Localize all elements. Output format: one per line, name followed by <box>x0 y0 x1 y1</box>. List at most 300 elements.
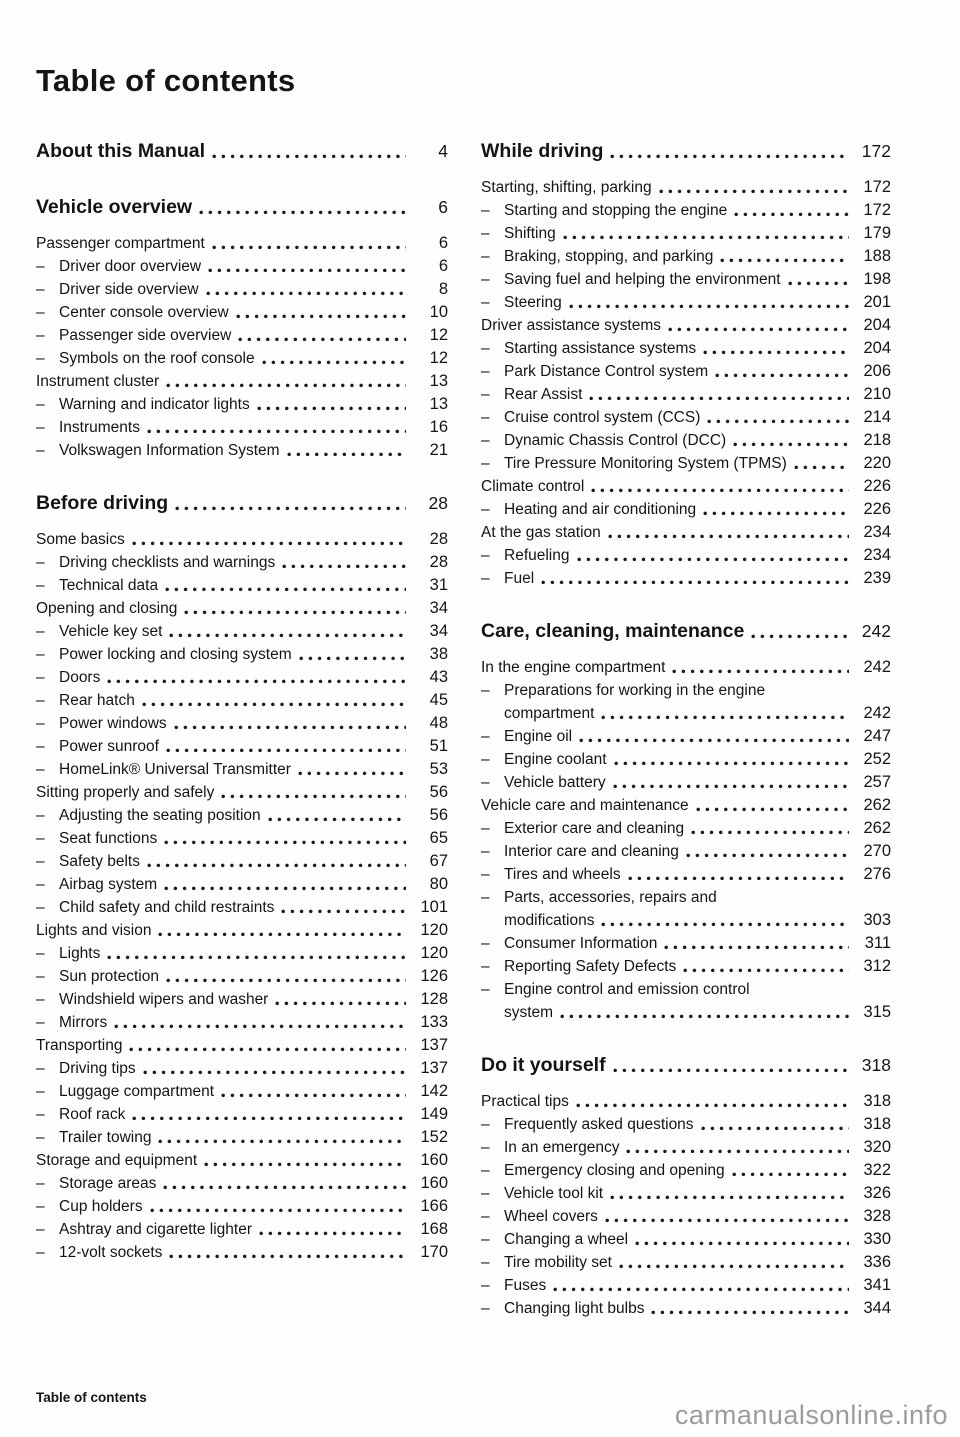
dash-bullet: – <box>36 830 45 847</box>
chapter-page-number: 4 <box>438 141 448 161</box>
entry-label: Shifting <box>504 225 556 242</box>
dot-leader <box>129 1047 406 1052</box>
toc-entry <box>36 1126 448 1149</box>
dash-bullet: – <box>36 1244 45 1261</box>
toc-column-right <box>481 136 891 1320</box>
dot-leader <box>553 1287 849 1292</box>
toc-column-left <box>36 136 448 1320</box>
dot-leader <box>579 738 849 743</box>
dash-bullet: – <box>36 715 45 732</box>
toc-entry <box>36 1218 448 1241</box>
toc-group <box>481 136 891 590</box>
toc-entry <box>481 337 891 360</box>
watermark: carmanualsonline.info <box>674 1400 948 1430</box>
toc-entry <box>481 475 891 498</box>
page-number: 257 <box>863 773 891 791</box>
toc-entry <box>481 1274 891 1297</box>
dot-leader <box>591 488 849 493</box>
page-number: 34 <box>429 622 448 640</box>
dash-bullet: – <box>36 1221 45 1238</box>
entry-label: Park Distance Control system <box>504 363 709 380</box>
dash-bullet: – <box>481 981 490 998</box>
toc-entry <box>36 643 448 666</box>
page-number: 318 <box>863 1115 891 1133</box>
dot-leader <box>281 909 406 914</box>
dash-bullet: – <box>481 1185 490 1202</box>
entry-label: Exterior care and cleaning <box>504 820 685 837</box>
toc-entry <box>481 544 891 567</box>
page-number: 242 <box>863 704 891 722</box>
dash-bullet: – <box>481 820 490 837</box>
dash-bullet: – <box>36 945 45 962</box>
dot-leader <box>184 610 406 615</box>
toc-entry <box>36 278 448 301</box>
toc-entry <box>481 702 891 725</box>
page-number: 149 <box>420 1105 448 1123</box>
dash-bullet: – <box>36 304 45 321</box>
toc-entry <box>481 1205 891 1228</box>
dot-leader <box>610 1195 849 1200</box>
entry-label: Driver door overview <box>59 258 202 275</box>
dash-bullet: – <box>36 554 45 571</box>
toc-entry <box>36 873 448 896</box>
dash-bullet: – <box>36 991 45 1008</box>
page-number: 65 <box>429 829 448 847</box>
dot-leader <box>212 154 406 159</box>
toc-entry <box>36 965 448 988</box>
toc-entry <box>36 1103 448 1126</box>
dash-bullet: – <box>481 363 490 380</box>
page-number: 80 <box>429 875 448 893</box>
page-number: 252 <box>863 750 891 768</box>
dot-leader <box>275 1001 406 1006</box>
page-number: 239 <box>863 569 891 587</box>
toc-entry <box>481 794 891 817</box>
page-number: 172 <box>863 178 891 196</box>
dot-leader <box>114 1024 406 1029</box>
dot-leader <box>282 564 406 569</box>
dash-bullet: – <box>36 853 45 870</box>
chapter-label: About this Manual <box>36 140 205 162</box>
entry-label: Some basics <box>36 531 125 548</box>
entry-label: Warning and indicator lights <box>59 396 250 413</box>
entry-label: Tire mobility set <box>504 1254 612 1271</box>
toc-entry <box>36 666 448 689</box>
page-number: 318 <box>863 1092 891 1110</box>
dash-bullet: – <box>36 1014 45 1031</box>
dot-leader <box>664 945 849 950</box>
dot-leader <box>794 465 849 470</box>
toc-entry <box>36 439 448 462</box>
entry-label: In an emergency <box>504 1139 620 1156</box>
toc-entry <box>481 656 891 679</box>
toc-entry <box>36 528 448 551</box>
dot-leader <box>257 406 406 411</box>
page-number: 276 <box>863 865 891 883</box>
page-number: 56 <box>429 783 448 801</box>
toc-entry <box>36 574 448 597</box>
dash-bullet: – <box>481 728 490 745</box>
entry-label: Opening and closing <box>36 600 178 617</box>
dot-leader <box>221 794 406 799</box>
page-title: Table of contents <box>36 63 296 98</box>
entry-label: modifications <box>504 912 595 929</box>
chapter-label: While driving <box>481 140 604 162</box>
toc-entry <box>36 1080 448 1103</box>
entry-label: Volkswagen Information System <box>59 442 280 459</box>
dash-bullet: – <box>481 1231 490 1248</box>
dash-bullet: – <box>481 1162 490 1179</box>
toc-entry <box>481 314 891 337</box>
chapter-label: Vehicle overview <box>36 196 193 218</box>
toc-entry <box>36 758 448 781</box>
toc-entry <box>481 383 891 406</box>
entry-label: Rear Assist <box>504 386 583 403</box>
page-number: 206 <box>863 362 891 380</box>
dash-bullet: – <box>481 248 490 265</box>
dot-leader <box>175 506 406 511</box>
page-number: 28 <box>429 530 448 548</box>
page-number: 303 <box>863 911 891 929</box>
entry-label: Heating and air conditioning <box>504 501 697 518</box>
dot-leader <box>651 1310 849 1315</box>
entry-label: In the engine compartment <box>481 659 666 676</box>
page-number: 220 <box>863 454 891 472</box>
page-number: 48 <box>429 714 448 732</box>
entry-label: Braking, stopping, and parking <box>504 248 714 265</box>
page-number: 10 <box>429 303 448 321</box>
dash-bullet: – <box>36 350 45 367</box>
entry-label: Steering <box>504 294 562 311</box>
entry-label: Starting assistance systems <box>504 340 697 357</box>
entry-label: system <box>504 1004 554 1021</box>
entry-label: Seat functions <box>59 830 158 847</box>
dash-bullet: – <box>481 1254 490 1271</box>
dot-leader <box>169 633 406 638</box>
entry-label: Climate control <box>481 478 585 495</box>
page-number: 137 <box>420 1059 448 1077</box>
dot-leader <box>132 1116 406 1121</box>
dash-bullet: – <box>36 1106 45 1123</box>
toc-entry <box>36 255 448 278</box>
dot-leader <box>287 452 406 457</box>
dash-bullet: – <box>481 682 490 699</box>
dot-leader <box>212 245 406 250</box>
toc-entry <box>36 1011 448 1034</box>
page-number: 12 <box>429 326 448 344</box>
dot-leader <box>703 511 849 516</box>
entry-label: Tires and wheels <box>504 866 621 883</box>
dot-leader <box>541 580 849 585</box>
dash-bullet: – <box>36 623 45 640</box>
toc-entry <box>36 827 448 850</box>
dash-bullet: – <box>36 738 45 755</box>
chapter-entry <box>36 192 448 222</box>
dash-bullet: – <box>481 1116 490 1133</box>
entry-label: Storage areas <box>59 1175 157 1192</box>
dot-leader <box>659 189 849 194</box>
dash-bullet: – <box>36 1060 45 1077</box>
toc-entry <box>36 597 448 620</box>
dash-bullet: – <box>481 409 490 426</box>
page-number: 6 <box>438 234 448 252</box>
dot-leader <box>732 1172 849 1177</box>
entry-label: compartment <box>504 705 595 722</box>
dot-leader <box>208 268 406 273</box>
entry-label: Power windows <box>59 715 167 732</box>
entry-label: Engine coolant <box>504 751 607 768</box>
dash-bullet: – <box>36 442 45 459</box>
page-number: 12 <box>429 349 448 367</box>
dash-bullet: – <box>36 1175 45 1192</box>
entry-label: Transporting <box>36 1037 123 1054</box>
toc-entry <box>481 521 891 544</box>
dot-leader <box>107 955 406 960</box>
entry-label: Trailer towing <box>59 1129 152 1146</box>
dot-leader <box>628 876 849 881</box>
toc-entry <box>36 1172 448 1195</box>
page-number: 56 <box>429 806 448 824</box>
entry-label: Fuel <box>504 570 535 587</box>
page-number: 137 <box>420 1036 448 1054</box>
entry-label: Engine control and emission control <box>504 981 750 998</box>
dot-leader <box>635 1241 849 1246</box>
page-number: 218 <box>863 431 891 449</box>
dot-leader <box>206 291 406 296</box>
entry-label: Power locking and closing system <box>59 646 292 663</box>
toc-entry <box>481 725 891 748</box>
entry-label: Driving checklists and warnings <box>59 554 276 571</box>
toc-entry <box>481 679 891 702</box>
entry-label: Vehicle battery <box>504 774 606 791</box>
page-number: 51 <box>429 737 448 755</box>
dash-bullet: – <box>36 327 45 344</box>
dot-leader <box>613 1068 849 1073</box>
page-number: 320 <box>863 1138 891 1156</box>
dot-leader <box>601 922 849 927</box>
toc-entry <box>481 222 891 245</box>
page-number: 198 <box>863 270 891 288</box>
page-number: 336 <box>863 1253 891 1271</box>
dot-leader <box>626 1149 849 1154</box>
dash-bullet: – <box>36 281 45 298</box>
toc-entry <box>481 978 891 1001</box>
dash-bullet: – <box>36 577 45 594</box>
chapter-label: Do it yourself <box>481 1054 606 1076</box>
toc-group <box>36 136 448 166</box>
dash-bullet: – <box>481 751 490 768</box>
dot-leader <box>589 396 849 401</box>
toc-entry <box>36 781 448 804</box>
page-number: 31 <box>429 576 448 594</box>
dash-bullet: – <box>481 202 490 219</box>
toc-entry <box>36 551 448 574</box>
dash-bullet: – <box>481 570 490 587</box>
entry-label: Rear hatch <box>59 692 135 709</box>
toc-entry <box>36 1034 448 1057</box>
toc-entry <box>481 176 891 199</box>
toc-entry <box>36 735 448 758</box>
toc-entry <box>36 850 448 873</box>
dash-bullet: – <box>481 1139 490 1156</box>
dash-bullet: – <box>36 419 45 436</box>
entry-label: Changing light bulbs <box>504 1300 645 1317</box>
dot-leader <box>268 817 406 822</box>
page-number: 262 <box>863 819 891 837</box>
dash-bullet: – <box>481 225 490 242</box>
dot-leader <box>164 886 406 891</box>
toc-group <box>481 616 891 1024</box>
entry-label: Mirrors <box>59 1014 108 1031</box>
dash-bullet: – <box>36 692 45 709</box>
page-number: 43 <box>429 668 448 686</box>
page-number: 21 <box>429 441 448 459</box>
dot-leader <box>605 1218 849 1223</box>
page-number: 67 <box>429 852 448 870</box>
toc-entry <box>481 245 891 268</box>
dot-leader <box>147 863 406 868</box>
dash-bullet: – <box>36 669 45 686</box>
page-number: 315 <box>863 1003 891 1021</box>
page-number: 172 <box>863 201 891 219</box>
dash-bullet: – <box>481 1300 490 1317</box>
toc-entry <box>36 896 448 919</box>
toc-entry <box>481 567 891 590</box>
dot-leader <box>683 968 849 973</box>
dash-bullet: – <box>481 547 490 564</box>
page-number: 328 <box>863 1207 891 1225</box>
chapter-entry <box>481 616 891 646</box>
dot-leader <box>262 360 406 365</box>
chapter-entry <box>36 488 448 518</box>
dot-leader <box>236 314 406 319</box>
toc-entry <box>481 748 891 771</box>
entry-label: 12-volt sockets <box>59 1244 163 1261</box>
entry-label: Cup holders <box>59 1198 143 1215</box>
entry-label: Changing a wheel <box>504 1231 629 1248</box>
entry-label: Interior care and cleaning <box>504 843 679 860</box>
dot-leader <box>703 350 849 355</box>
dot-leader <box>701 1126 849 1131</box>
entry-label: Doors <box>59 669 101 686</box>
dash-bullet: – <box>36 646 45 663</box>
dot-leader <box>150 1208 406 1213</box>
dash-bullet: – <box>481 294 490 311</box>
dot-leader <box>298 771 406 776</box>
chapter-entry <box>481 136 891 166</box>
entry-label: Passenger compartment <box>36 235 205 252</box>
toc-entry <box>36 689 448 712</box>
toc-group <box>36 192 448 462</box>
entry-label: Wheel covers <box>504 1208 598 1225</box>
toc-entry <box>36 1195 448 1218</box>
dash-bullet: – <box>36 876 45 893</box>
entry-label: Power sunroof <box>59 738 159 755</box>
entry-label: Vehicle tool kit <box>504 1185 604 1202</box>
toc-entry <box>36 942 448 965</box>
dash-bullet: – <box>481 455 490 472</box>
entry-label: Vehicle care and maintenance <box>481 797 689 814</box>
dot-leader <box>715 373 849 378</box>
dash-bullet: – <box>36 899 45 916</box>
toc-entry <box>481 932 891 955</box>
dash-bullet: – <box>481 774 490 791</box>
chapter-entry <box>481 1050 891 1080</box>
dot-leader <box>668 327 849 332</box>
chapter-page-number: 6 <box>438 197 448 217</box>
chapter-entry <box>36 136 448 166</box>
page-number: 13 <box>429 395 448 413</box>
entry-label: Sun protection <box>59 968 159 985</box>
dot-leader <box>563 235 849 240</box>
page-footer: Table of contents <box>36 1390 147 1405</box>
dash-bullet: – <box>36 1198 45 1215</box>
dot-leader <box>238 337 406 342</box>
toc-entry <box>36 232 448 255</box>
toc-entry <box>481 1113 891 1136</box>
page-number: 234 <box>863 523 891 541</box>
page-number: 214 <box>863 408 891 426</box>
page-number: 179 <box>863 224 891 242</box>
entry-label: Parts, accessories, repairs and <box>504 889 717 906</box>
page-number: 341 <box>863 1276 891 1294</box>
toc-entry <box>481 360 891 383</box>
dot-leader <box>299 656 406 661</box>
dot-leader <box>158 1139 406 1144</box>
entry-label: Vehicle key set <box>59 623 163 640</box>
dot-leader <box>107 679 406 684</box>
toc-entry <box>36 1057 448 1080</box>
entry-label: Emergency closing and opening <box>504 1162 725 1179</box>
page-number: 188 <box>863 247 891 265</box>
toc-entry <box>481 1159 891 1182</box>
page-number: 201 <box>863 293 891 311</box>
page-number: 152 <box>420 1128 448 1146</box>
toc-entry <box>36 919 448 942</box>
page-number: 120 <box>420 944 448 962</box>
dot-leader <box>613 784 849 789</box>
page-number: 101 <box>420 898 448 916</box>
toc-entry <box>36 1241 448 1264</box>
toc-entry <box>36 620 448 643</box>
page-number: 326 <box>863 1184 891 1202</box>
dot-leader <box>166 748 406 753</box>
dot-leader <box>560 1014 849 1019</box>
toc-entry <box>481 1228 891 1251</box>
toc-entry <box>481 1001 891 1024</box>
dot-leader <box>169 1254 406 1259</box>
entry-label: Ashtray and cigarette lighter <box>59 1221 252 1238</box>
toc-entry <box>36 988 448 1011</box>
dot-leader <box>696 807 849 812</box>
toc-entry <box>481 1251 891 1274</box>
page-number: 204 <box>863 339 891 357</box>
toc-entry <box>481 429 891 452</box>
entry-label: Preparations for working in the engine <box>504 682 766 699</box>
entry-label: Instrument cluster <box>36 373 160 390</box>
entry-label: Storage and equipment <box>36 1152 198 1169</box>
dot-leader <box>707 419 849 424</box>
dot-leader <box>165 587 406 592</box>
entry-label: Refueling <box>504 547 570 564</box>
toc-entry <box>481 886 891 909</box>
chapter-page-number: 28 <box>428 493 448 513</box>
page-number: 142 <box>420 1082 448 1100</box>
dot-leader <box>199 210 406 215</box>
toc-entry <box>481 268 891 291</box>
dash-bullet: – <box>481 271 490 288</box>
page-number: 6 <box>438 257 448 275</box>
